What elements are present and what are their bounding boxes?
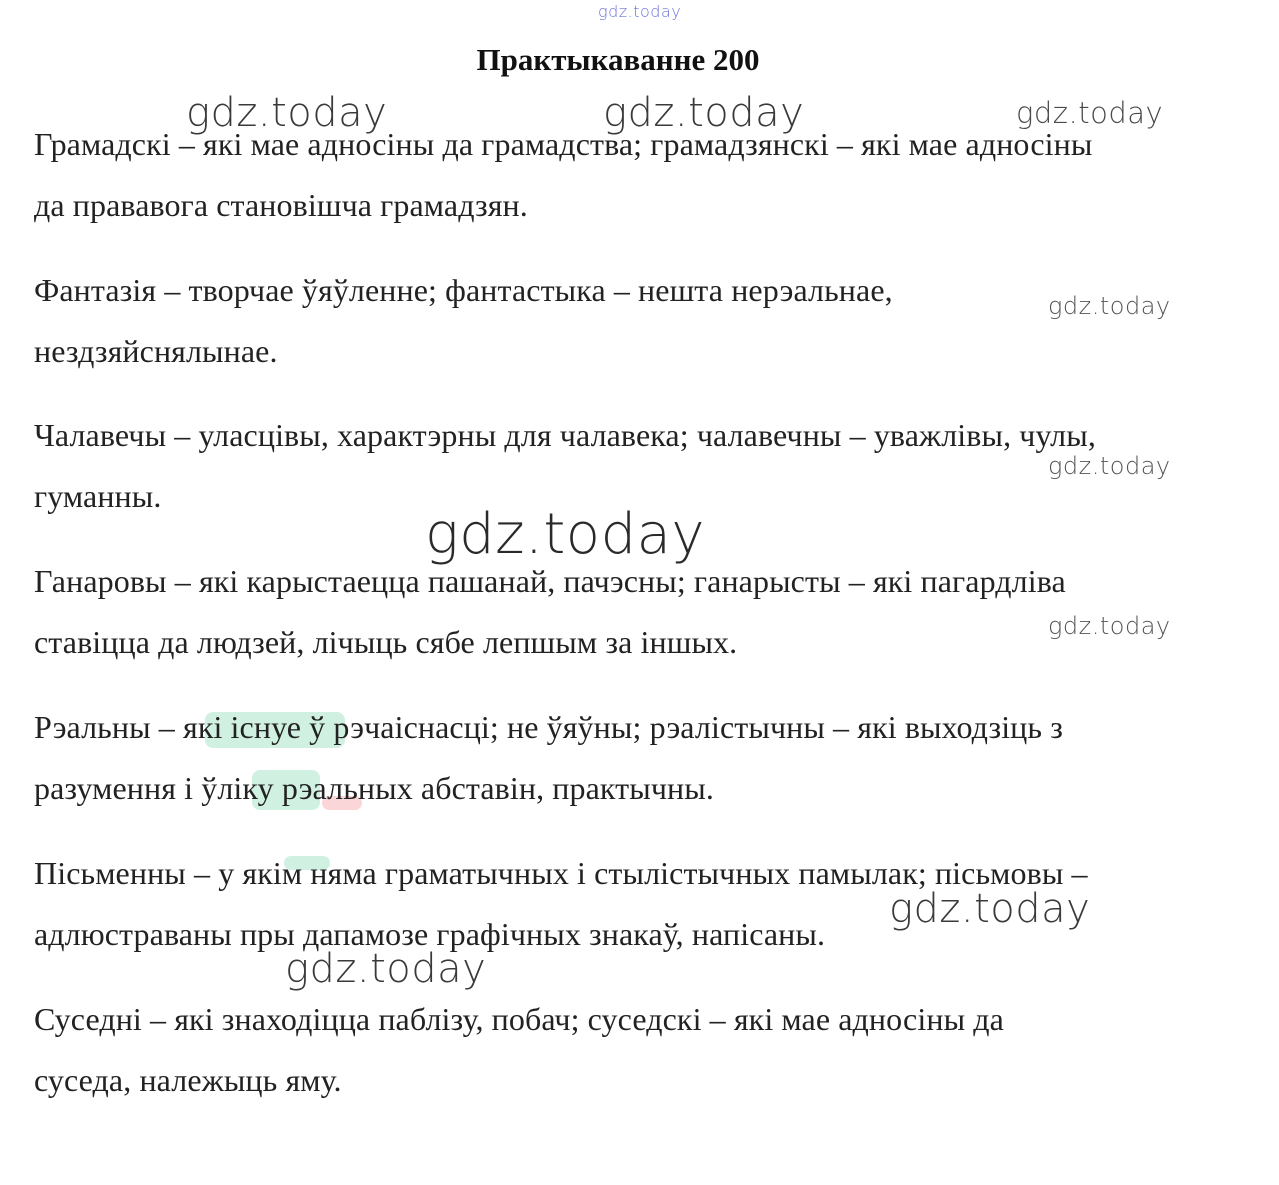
paragraph-line: адлюстраваны пры дапамозе графічных знакаў, напісаны. (34, 916, 826, 952)
watermark-text: gdz.today (889, 886, 1091, 932)
paragraph-line: Суседні – які знаходіцца паблізу, побач; суседскі – які мае адносіны да (34, 1001, 1004, 1037)
watermark-text: gdz.today (425, 502, 706, 567)
paragraph-line: гуманны. (34, 478, 162, 514)
watermark-text: gdz.today (1048, 452, 1171, 480)
paragraph-line: Грамадскі – які мае адносіны да грамадства; грамадзянскі – які мае адносіны (34, 126, 1093, 162)
watermark-text: gdz.today (603, 90, 805, 136)
watermark-text: gdz.today (598, 2, 682, 21)
paragraph-line: да прававога становішча грамадзян. (34, 187, 528, 223)
watermark-text: gdz.today (1048, 612, 1171, 640)
paragraph-susedni (34, 989, 1234, 1111)
paragraph-line: Чалавечы – уласцівы, характэрны для чалавека; чалавечны – уважлівы, чулы, (34, 417, 1096, 453)
paragraph-line: ставіцца да людзей, лічыць сябе лепшым за іншых. (34, 624, 738, 660)
paragraph-realny (34, 697, 1234, 819)
watermark-text: gdz.today (1016, 96, 1164, 130)
paragraph-line: нездзяйснялынае. (34, 333, 278, 369)
paragraph-line: Рэальны – які існуе ў рэчаіснасці; не ўяўны; рэалістычны – які выходзіць з (34, 709, 1063, 745)
watermark-text: gdz.today (1048, 292, 1171, 320)
paragraph-line: Ганаровы – які карыстаецца пашанай, пачэсны; ганарысты – які пагардліва (34, 563, 1066, 599)
paragraph-line: Пісьменны – у якім няма граматычных і стылістычных памылак; пісьмовы – (34, 855, 1088, 891)
watermark-text: gdz.today (285, 946, 487, 992)
paragraph-line: Фантазія – творчае ўяўленне; фантастыка – нешта нерэальнае, (34, 272, 893, 308)
paragraph-fantazija (34, 260, 1234, 382)
watermark-text: gdz.today (186, 90, 388, 136)
paragraph-line: разумення і ўліку рэальных абставін, практычны. (34, 770, 714, 806)
paragraph-line: суседа, належыць яму. (34, 1062, 342, 1098)
page-title: Практыкаванне 200 (476, 42, 760, 77)
